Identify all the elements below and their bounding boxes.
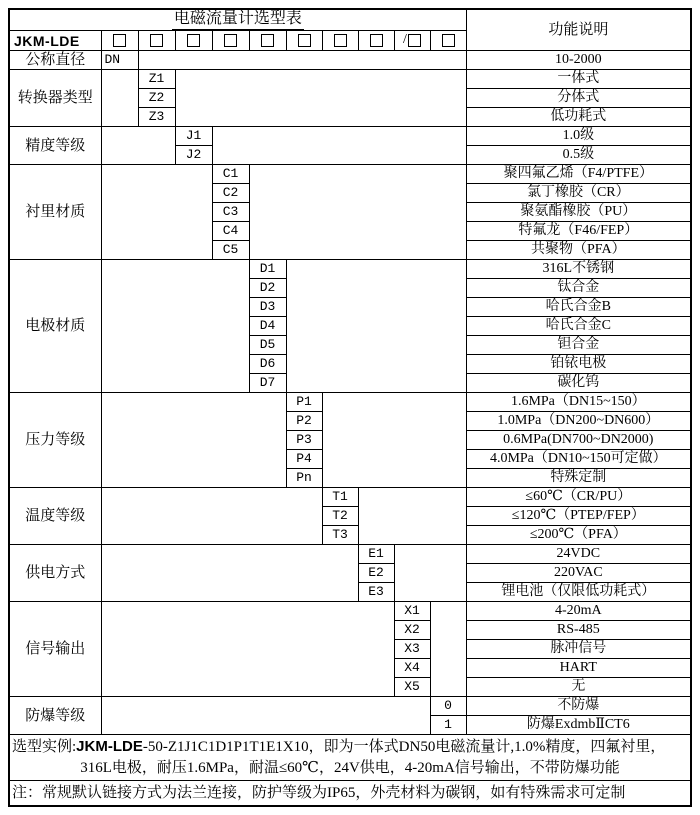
option-code: X2 [394, 621, 430, 640]
option-desc: ≤120℃（PTEP/FEP） [466, 507, 691, 526]
option-code: X3 [394, 640, 430, 659]
empty-cell [249, 165, 466, 260]
option-code: Z3 [138, 108, 175, 127]
empty-cell [322, 393, 466, 488]
option-code: J1 [175, 127, 212, 146]
option-desc: 不防爆 [466, 697, 691, 716]
option-desc: 碳化钨 [466, 374, 691, 393]
example-prefix: 选型实例: [12, 739, 77, 755]
empty-cell [101, 393, 286, 488]
option-code: D4 [249, 317, 286, 336]
option-code: C2 [212, 184, 249, 203]
empty-cell [212, 127, 466, 165]
checkbox-icon [334, 34, 347, 47]
code-box-cell [430, 31, 466, 51]
code-box-cell [175, 31, 212, 51]
option-code: D1 [249, 260, 286, 279]
option-code: X1 [394, 602, 430, 621]
option-code: D5 [249, 336, 286, 355]
selection-table [8, 8, 692, 807]
option-code: P3 [286, 431, 322, 450]
option-code: Z2 [138, 89, 175, 108]
option-code: D7 [249, 374, 286, 393]
option-code: P1 [286, 393, 322, 412]
option-desc: 钛合金 [466, 279, 691, 298]
option-desc: 分体式 [466, 89, 691, 108]
checkbox-icon [113, 34, 126, 47]
option-desc: 24VDC [466, 545, 691, 564]
option-code: D6 [249, 355, 286, 374]
function-header: 功能说明 [466, 9, 691, 51]
section-label-lining: 衬里材质 [9, 165, 101, 260]
option-code: X5 [394, 678, 430, 697]
option-code: J2 [175, 146, 212, 165]
option-desc: 锂电池（仅限低功耗式） [466, 583, 691, 602]
section-label-accuracy: 精度等级 [9, 127, 101, 165]
option-desc: 哈氏合金C [466, 317, 691, 336]
code-box-cell [394, 31, 430, 51]
option-desc: 一体式 [466, 70, 691, 89]
empty-cell [358, 488, 466, 545]
section-label-temperature: 温度等级 [9, 488, 101, 545]
option-desc: 低功耗式 [466, 108, 691, 127]
model-prefix: JKM-LDE [9, 31, 101, 51]
example-line2: 316L电极，耐压1.6MPa，耐温≤60℃，24V供电，4-20mA信号输出，不带防爆功能 [80, 760, 620, 776]
option-desc: 共聚物（PFA） [466, 241, 691, 260]
code-box-cell [322, 31, 358, 51]
checkbox-icon [224, 34, 237, 47]
code-box-cell [212, 31, 249, 51]
empty-cell [101, 488, 322, 545]
checkbox-icon [442, 34, 455, 47]
section-label-diameter: 公称直径 [9, 51, 101, 70]
section-label-converter: 转换器类型 [9, 70, 101, 127]
checkbox-icon [150, 34, 163, 47]
code-box-cell [249, 31, 286, 51]
code-box-cell [138, 31, 175, 51]
table-title-cell [9, 9, 466, 31]
empty-cell [101, 602, 394, 697]
option-desc: ≤60℃（CR/PU） [466, 488, 691, 507]
option-desc: 0.6MPa(DN700~DN2000) [466, 431, 691, 450]
option-desc: 1.0级 [466, 127, 691, 146]
option-desc: 脉冲信号 [466, 640, 691, 659]
slash-mark: / [403, 32, 407, 48]
option-code: D2 [249, 279, 286, 298]
option-code: E2 [358, 564, 394, 583]
note-row: 注：常规默认链接方式为法兰连接，防护等级为IP65，外壳材料为碳钢，如有特殊需求可定制 [9, 781, 691, 806]
option-code: E1 [358, 545, 394, 564]
empty-cell [175, 70, 466, 127]
option-desc: 铂铱电极 [466, 355, 691, 374]
option-desc: RS-485 [466, 621, 691, 640]
section-label-electrode: 电极材质 [9, 260, 101, 393]
empty-cell [101, 165, 212, 260]
example-line1-rest: -50-Z1J1C1D1P1T1E1X10，即为一体式DN50电磁流量计,1.0%精度，四氟衬里， [142, 739, 666, 755]
option-desc: 10-2000 [466, 51, 691, 70]
empty-cell [430, 602, 466, 697]
option-code: T2 [322, 507, 358, 526]
option-desc: 316L不锈钢 [466, 260, 691, 279]
option-code: C1 [212, 165, 249, 184]
option-desc: 哈氏合金B [466, 298, 691, 317]
empty-cell [101, 697, 430, 735]
option-desc: 特殊定制 [466, 469, 691, 488]
checkbox-icon [261, 34, 274, 47]
option-code: P2 [286, 412, 322, 431]
example-line1 [12, 736, 688, 758]
option-code: C5 [212, 241, 249, 260]
checkbox-icon [370, 34, 383, 47]
table-title: 电磁流量计选型表 [172, 10, 304, 30]
option-code: C3 [212, 203, 249, 222]
option-code: Pn [286, 469, 322, 488]
option-code: 1 [430, 716, 466, 735]
section-label-explosionproof: 防爆等级 [9, 697, 101, 735]
option-code: Z1 [138, 70, 175, 89]
section-label-signal: 信号输出 [9, 602, 101, 697]
option-desc: 特氟龙（F46/FEP） [466, 222, 691, 241]
option-code: D3 [249, 298, 286, 317]
option-desc: 聚四氟乙烯（F4/PTFE） [466, 165, 691, 184]
option-desc: 氯丁橡胶（CR） [466, 184, 691, 203]
option-code: T3 [322, 526, 358, 545]
option-desc: 无 [466, 678, 691, 697]
option-code: P4 [286, 450, 322, 469]
option-code: X4 [394, 659, 430, 678]
checkbox-icon [187, 34, 200, 47]
code-box-cell [286, 31, 322, 51]
option-desc: 0.5级 [466, 146, 691, 165]
empty-cell [101, 260, 249, 393]
empty-cell [101, 127, 175, 165]
option-desc: 聚氨酯橡胶（PU） [466, 203, 691, 222]
option-desc: 钽合金 [466, 336, 691, 355]
option-code: 0 [430, 697, 466, 716]
option-desc: ≤200℃（PFA） [466, 526, 691, 545]
empty-cell [138, 51, 466, 70]
checkbox-icon [298, 34, 311, 47]
empty-cell [101, 545, 358, 602]
option-code: C4 [212, 222, 249, 241]
option-code: DN [101, 51, 138, 70]
option-desc: 220VAC [466, 564, 691, 583]
checkbox-icon [408, 34, 421, 47]
option-desc: 4-20mA [466, 602, 691, 621]
option-desc: 防爆ExdmbⅡCT6 [466, 716, 691, 735]
empty-cell [286, 260, 466, 393]
example-model: JKM-LDE [76, 738, 143, 755]
code-box-cell [101, 31, 138, 51]
empty-cell [394, 545, 466, 602]
code-box-cell [358, 31, 394, 51]
section-label-power: 供电方式 [9, 545, 101, 602]
option-code: E3 [358, 583, 394, 602]
section-label-pressure: 压力等级 [9, 393, 101, 488]
option-desc: HART [466, 659, 691, 678]
option-desc: 1.0MPa（DN200~DN600） [466, 412, 691, 431]
option-desc: 4.0MPa（DN10~150可定做） [466, 450, 691, 469]
example-row [9, 735, 691, 781]
empty-cell [101, 70, 138, 127]
option-code: T1 [322, 488, 358, 507]
option-desc: 1.6MPa（DN15~150） [466, 393, 691, 412]
